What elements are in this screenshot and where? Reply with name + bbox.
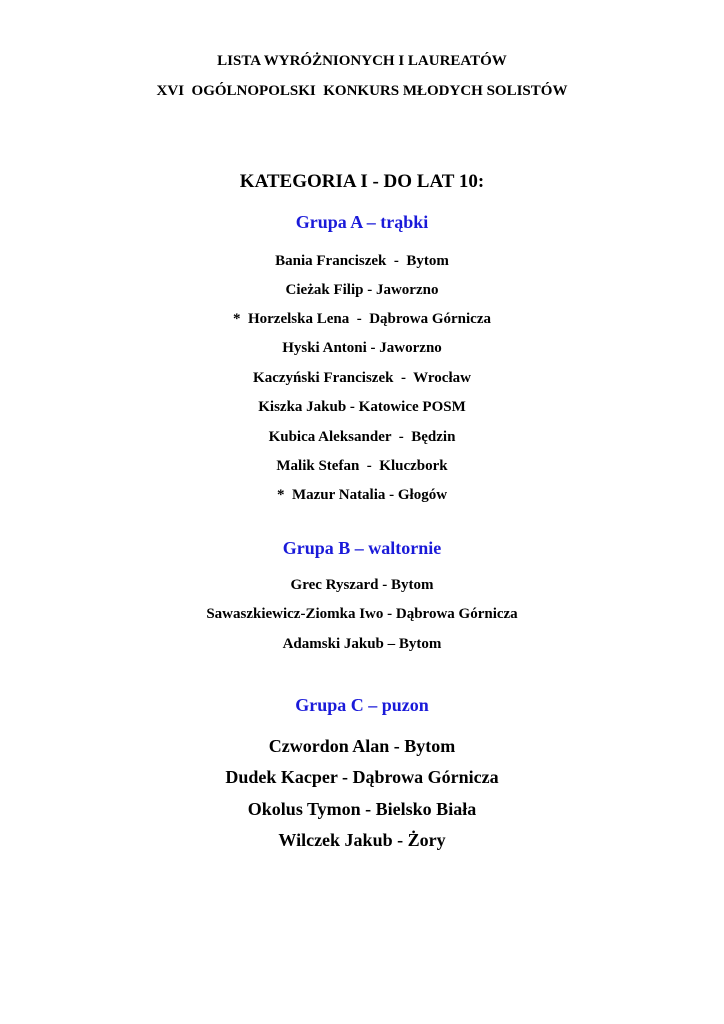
- list-item: Wilczek Jakub - Żory: [278, 830, 446, 850]
- group-c-heading: Grupa C – puzon: [295, 695, 429, 715]
- group-a-heading: Grupa A – trąbki: [295, 212, 429, 232]
- list-item: Czwordon Alan - Bytom: [268, 736, 456, 756]
- list-item: Adamski Jakub – Bytom: [282, 636, 442, 652]
- list-item: Grec Ryszard - Bytom: [290, 577, 434, 593]
- list-item: Kiszka Jakub - Katowice POSM: [258, 399, 466, 415]
- list-item: Bania Franciszek - Bytom: [275, 253, 449, 269]
- list-item: Kubica Aleksander - Będzin: [268, 429, 456, 445]
- list-item: Okolus Tymon - Bielsko Biała: [247, 799, 477, 819]
- list-item: Dudek Kacper - Dąbrowa Górnicza: [225, 767, 499, 787]
- list-item: * Mazur Natalia - Głogów: [276, 487, 448, 503]
- list-item: Kaczyński Franciszek - Wrocław: [253, 370, 471, 386]
- list-item: Malik Stefan - Kluczbork: [276, 458, 448, 474]
- category-heading: KATEGORIA I - DO LAT 10:: [239, 171, 485, 192]
- list-item: Hyski Antoni - Jaworzno: [282, 340, 442, 356]
- document-title-line-1: LISTA WYRÓŻNIONYCH I LAUREATÓW: [217, 53, 507, 69]
- list-item: * Horzelska Lena - Dąbrowa Górnicza: [232, 311, 492, 327]
- list-item: Sawaszkiewicz-Ziomka Iwo - Dąbrowa Górnicza: [206, 606, 518, 622]
- list-item: Cieżak Filip - Jaworzno: [285, 282, 439, 298]
- group-b-heading: Grupa B – waltornie: [282, 538, 442, 558]
- document-title-line-2: XVI OGÓLNOPOLSKI KONKURS MŁODYCH SOLISTÓW: [156, 83, 568, 99]
